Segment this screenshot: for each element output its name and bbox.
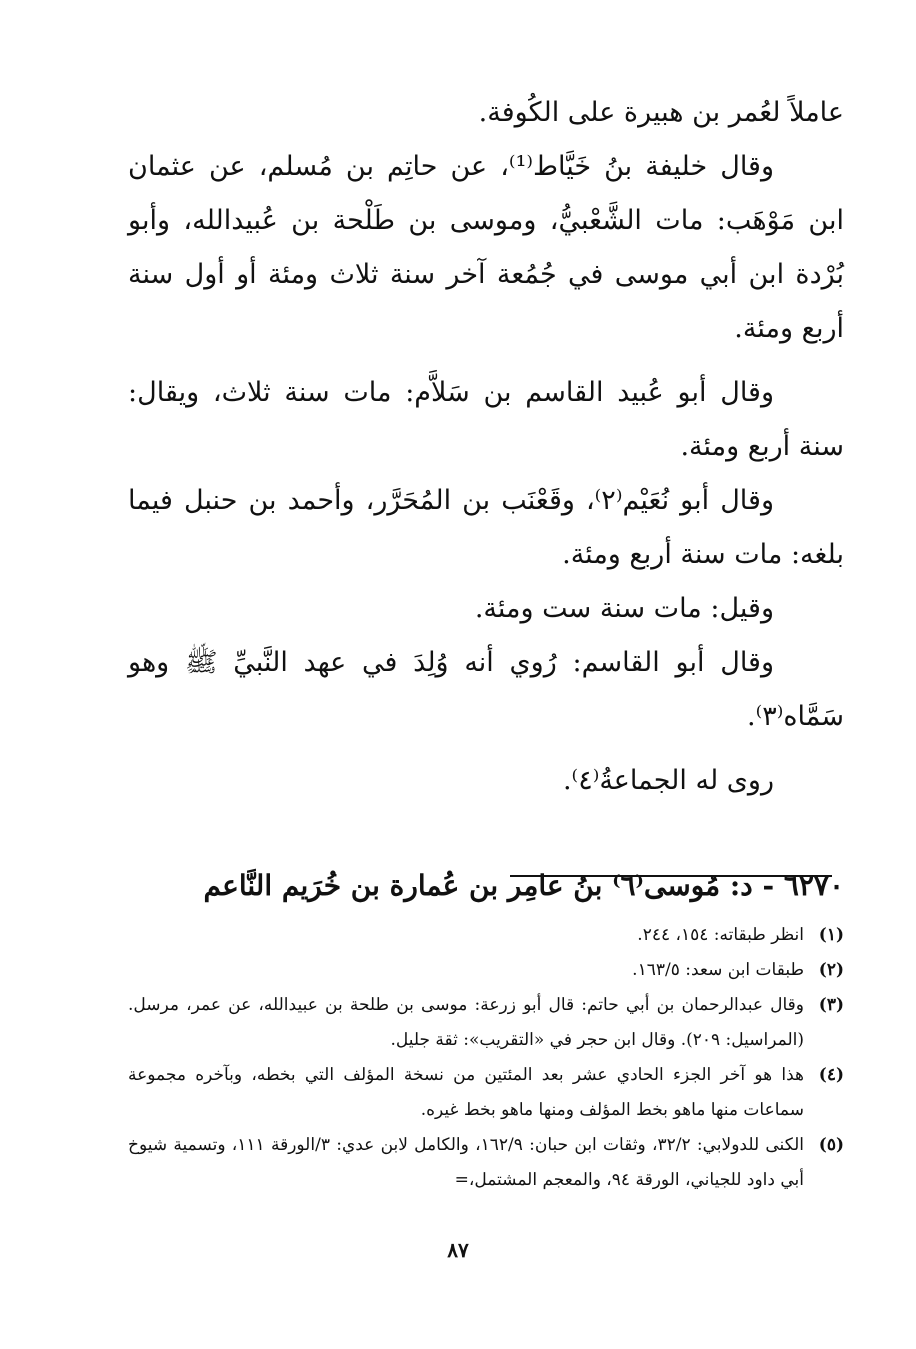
entry-title: - د: مُوسى⁽٦⁾ بنُ عامِر بن عُمارة بن خُرَيم النَّاعم [203,869,784,902]
footnote-text: الكنى للدولابي: ٣٢/٢، وثقات ابن حبان: ١٦٢/٩، والكامل لابن عدي: ٣/الورقة ١١١، وتسمية شيوخ أبي داود للجياني، الورقة ٩٤، والمعجم المشتمل،= [128,1135,804,1190]
paragraph-khalifa: وقال خليفة بنُ خَيَّاط⁽¹⁾، عن حاتِم بن مُسلم، عن عثمان ابن مَوْهَب: مات الشَّعْبيُّ، وموسى بن طَلْحة بن عُبيدالله، وأبو بُرْدة ابن أبي موسى في جُمُعة آخر سنة ثلاث ومئة أو أول سنة أربع ومئة. [128,151,844,344]
footnote-item [128,918,844,953]
page-number: ٨٧ [447,1238,469,1262]
paragraph-qila: وقيل: مات سنة ست ومئة. [474,593,774,624]
footnote-text: وقال عبدالرحمان بن أبي حاتم: قال أبو زرعة: موسى بن طلحة بن عبيدالله، عن عمر، مرسل. (المراسيل: ٢٠٩). وقال ابن حجر في «التقريب»: ثقة جليل. [128,995,804,1050]
footnote-number: (٢) [818,960,844,980]
entry-number: ٦٢٧٠ [783,869,844,902]
footnote-item [128,1128,844,1198]
paragraph-abu-nuaym: وقال أبو نُعَيْم⁽٢⁾، وقَعْنَب بن المُحَرَّر، وأحمد بن حنبل فيما بلغه: مات سنة أربع ومئة. [128,485,844,570]
entry-heading [128,858,844,914]
paragraph-abu-al-qasim: وقال أبو القاسم: رُوي أنه وُلِدَ في عهد النَّبيِّ ﷺ وهو سَمَّاه⁽٣⁾. [128,647,844,732]
footnote-text: انظر طبقاته: ١٥٤، ٢٤٤. [637,925,804,945]
footnote-item [128,953,844,988]
footnote-number: (٥) [818,1135,844,1155]
footnotes [128,918,844,1198]
paragraph-abu-ubaid: وقال أبو عُبيد القاسم بن سَلاَّم: مات سنة ثلاث، ويقال: سنة أربع ومئة. [128,377,844,462]
footnote-item [128,988,844,1058]
main-text [128,86,844,914]
footnote-number: (١) [818,925,844,945]
footnote-number: (٤) [818,1065,844,1085]
footnote-text: طبقات ابن سعد: ١٦٣/٥. [632,960,804,980]
paragraph-rawa-lahu: روى له الجماعةُ⁽٤⁾. [562,765,774,796]
footnote-separator [510,875,832,877]
footnote-item [128,1058,844,1128]
footnote-number: (٣) [818,995,844,1015]
paragraph-continuation: عاملاً لعُمر بن هبيرة على الكُوفة. [478,97,844,128]
footnote-text: هذا هو آخر الجزء الحادي عشر بعد المئتين من نسخة المؤلف التي بخطه، وبآخره مجموعة سماعات منها ماهو بخط المؤلف ومنها ماهو بخط غيره. [128,1065,804,1120]
